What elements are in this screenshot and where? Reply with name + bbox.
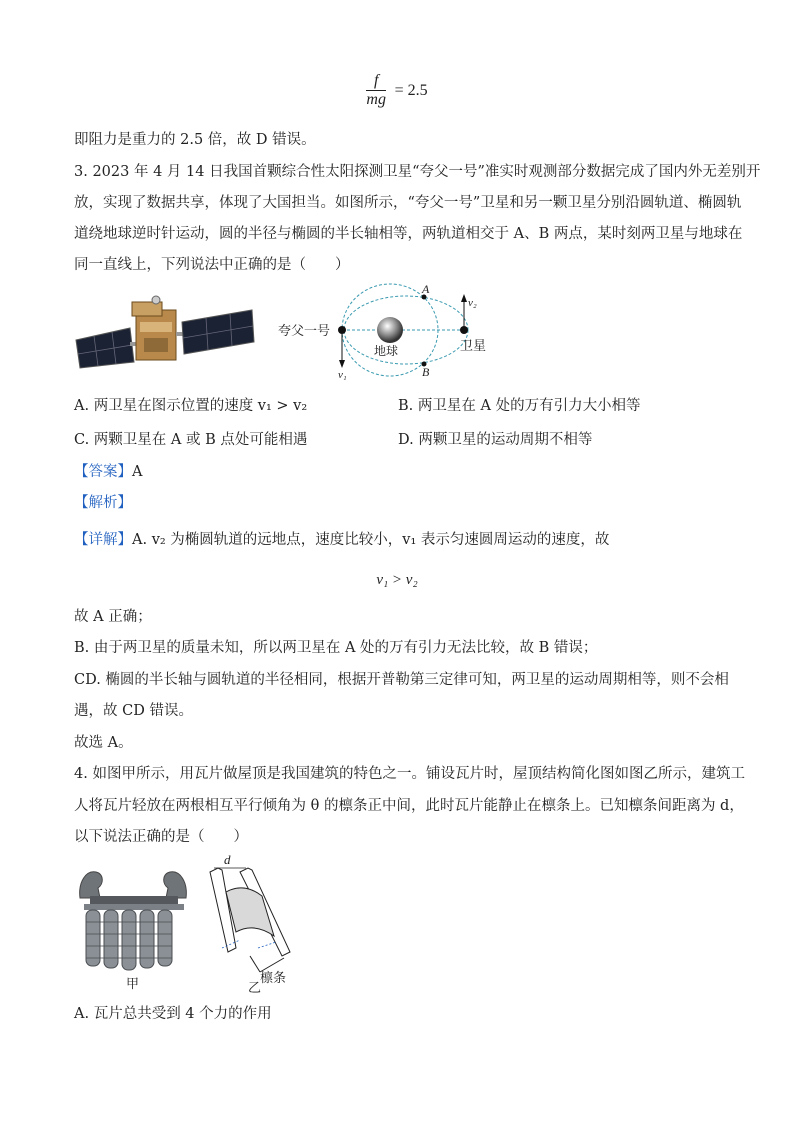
q3-option-d: D. 两颗卫星的运动周期不相等 — [398, 432, 593, 448]
satellite-other-dot — [460, 326, 468, 334]
velocity-v1-arrowhead — [339, 360, 345, 368]
q3-stem-line-1: 3. 2023 年 4 月 14 日我国首颗综合性太阳探测卫星“夸父一号”准实时观测部分数据完成了国内外无差别开 — [74, 164, 761, 180]
q3-option-b: B. 两卫星在 A 处的万有引力大小相等 — [398, 398, 641, 414]
purlin-diagram — [200, 852, 310, 994]
pointer-left — [250, 956, 260, 972]
q3-analysis — [74, 493, 132, 513]
q4-stem-line-3: 以下说法正确的是（ ） — [74, 829, 248, 845]
label-v2: v₂ — [468, 297, 477, 309]
q3-detail-line-1 — [74, 530, 609, 550]
q3-stem-line-4: 同一直线上，下列说法中正确的是（ ） — [74, 257, 350, 273]
pointer-right — [260, 958, 284, 972]
satellite-image — [74, 292, 256, 372]
label-jia: 甲 — [126, 977, 140, 992]
q3-equation: v₁ > v₂ — [376, 572, 418, 588]
q4-stem-line-2: 人将瓦片轻放在两根相互平行倾角为 θ 的檩条正中间，此时瓦片能静止在檩条上。已知檩条间距离为 d， — [74, 798, 744, 814]
q3-stem-line-2: 放，实现了数据共享，体现了大国担当。如图所示，“夸父一号”卫星和另一颗卫星分别沿圆轨道、椭圆轨 — [74, 195, 742, 211]
q3-option-c: C. 两颗卫星在 A 或 B 点处可能相遇 — [74, 432, 308, 448]
answer-tag: 【答案】 — [74, 464, 132, 480]
angle-guide-right — [258, 942, 276, 948]
satellite-body — [132, 296, 176, 360]
q3-stem-line-3: 道绕地球逆时针运动，圆的半径与椭圆的半长轴相等，两轨道相交于 A、B 两点，某时刻两卫星与地球在 — [74, 226, 743, 242]
label-point-a: A — [422, 282, 430, 296]
label-v1: v₁ — [338, 369, 347, 380]
label-d: d — [224, 852, 231, 867]
satellite-kuafu-dot — [338, 326, 346, 334]
q4-stem-line-1: 4. 如图甲所示，用瓦片做屋顶是我国建筑的特色之一。铺设瓦片时，屋顶结构简化图如图乙所示，建筑工 — [74, 766, 745, 782]
roof-ornament-left — [80, 872, 103, 898]
label-yi: 乙 — [248, 981, 262, 994]
fraction-denominator: mg — [366, 91, 386, 108]
equation-drag-ratio — [0, 72, 794, 109]
q3-line-a: 故 A 正确； — [74, 609, 152, 625]
analysis-tag: 【解析】 — [74, 495, 132, 511]
fraction — [366, 72, 386, 109]
roof-ridge — [90, 896, 178, 904]
label-earth: 地球 — [374, 344, 399, 358]
q3-answer — [74, 462, 142, 482]
velocity-v2-arrowhead — [461, 294, 467, 302]
detail-tag: 【详解】 — [74, 532, 132, 548]
equation-rhs: = 2.5 — [394, 81, 428, 99]
tile-shape — [226, 888, 274, 936]
q3-line-cd-1: CD. 椭圆的半长轴与圆轨道的半径相同，根据开普勒第三定律可知，两卫星的运动周期相等，则不会相 — [74, 672, 729, 688]
q4-option-a: A. 瓦片总共受到 4 个力的作用 — [74, 1006, 272, 1022]
q3-line-b: B. 由于两卫星的质量未知，所以两卫星在 A 处的万有引力无法比较，故 B 错误； — [74, 640, 598, 656]
text-line: 即阻力是重力的 2.5 倍，故 D 错误。 — [74, 132, 316, 148]
roof-tile-photo — [74, 858, 194, 994]
left-solar-panel — [76, 328, 134, 368]
earth — [377, 317, 403, 343]
orbit-diagram — [278, 280, 498, 380]
roof-ornament-right — [164, 872, 187, 898]
label-satellite: 卫星 — [460, 339, 487, 354]
tile-rows — [86, 910, 172, 970]
q3-conclusion: 故选 A。 — [74, 735, 133, 751]
q3-option-a: A. 两卫星在图示位置的速度 v₁ > v₂ — [74, 398, 308, 414]
answer-value: A — [132, 464, 143, 480]
right-solar-panel — [182, 310, 254, 354]
detail-text: A. v₂ 为椭圆轨道的远地点，速度比较小，v₁ 表示匀速圆周运动的速度，故 — [132, 532, 610, 548]
q3-line-cd-2: 遇，故 CD 错误。 — [74, 703, 193, 719]
roof-ridge-base — [84, 904, 184, 910]
label-kuafu: 夸父一号 — [278, 324, 331, 339]
label-lintiao: 檩条 — [260, 971, 287, 986]
label-point-b: B — [422, 365, 430, 379]
fraction-numerator: f — [366, 72, 386, 91]
